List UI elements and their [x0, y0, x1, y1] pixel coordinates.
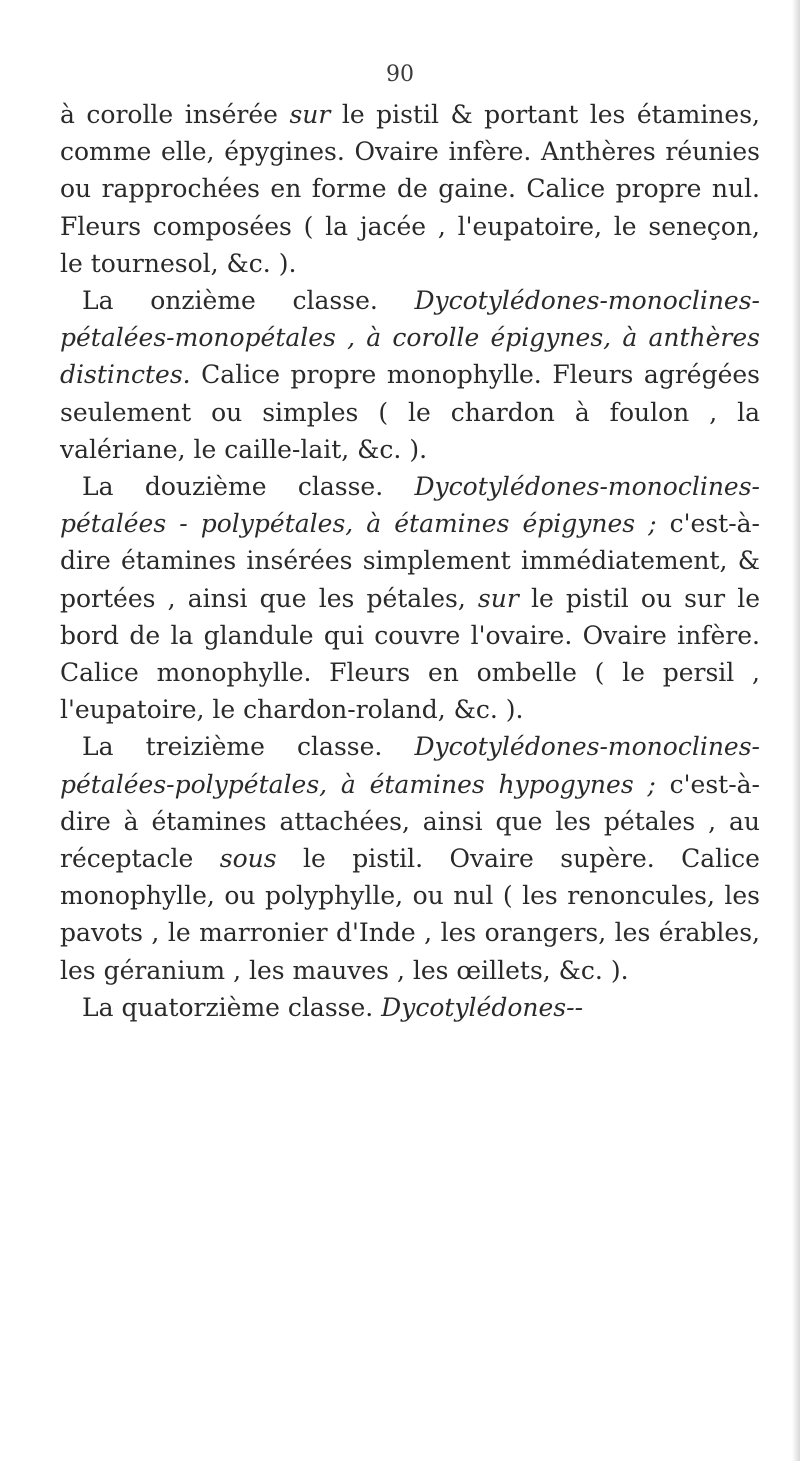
text-span-italic: Dycotylédones--: [381, 992, 584, 1022]
paragraph-fourteenth-class: [60, 989, 760, 1026]
text-span: c'est-à-dire à étamines attachées, ainsi que les pétales , au réceptacle: [60, 769, 761, 874]
text-span: le pistil & portant les étamines, comme elle, épygines. Ovaire infère. Anthères réunies ou rapprochées en forme de gaine. Calice propre nul. Fleurs composées ( la jacée , l'eupatoire, le seneçon, le tournesol, &c. ).: [60, 100, 760, 278]
text-span-italic: Dycotylédones-monoclines-pétalées-polypétales, à étamines hypogynes ;: [60, 732, 760, 799]
text-span: Calice propre monophylle. Fleurs agrégées seulement ou simples ( le chardon à foulon , la valériane, le caille-lait, &c. ).: [60, 360, 760, 464]
text-span: à corolle insérée: [60, 100, 290, 129]
text-span: le pistil ou sur le bord de la glandule qui couvre l'ovaire. Ovaire infère. Calice monophylle. Fleurs en ombelle ( le persil , l'eupatoire, le chardon-roland, &c. ).: [60, 583, 760, 725]
text-span-italic: sous: [219, 844, 277, 874]
page-number: 90: [386, 62, 414, 87]
text-span: La douzième classe.: [82, 472, 415, 502]
text-span-italic: sur: [477, 583, 519, 613]
paragraph-twelfth-class: [60, 468, 760, 728]
paragraph-continuation: [60, 96, 760, 282]
text-span: le pistil. Ovaire supère. Calice monophylle, ou polyphylle, ou nul ( les renoncules, les pavots , le marronier d'Inde , les orangers, les érables, les géranium , les mauves , les œillets, &c. ).: [60, 844, 760, 985]
text-span-italic: sur: [289, 100, 331, 129]
text-span: c'est-à-dire étamines insérées simplement immédiatement, & portées , ainsi que les pétales,: [60, 509, 760, 613]
paragraph-thirteenth-class: [60, 728, 760, 988]
body-text: [60, 96, 760, 1026]
text-span: La quatorzième classe.: [82, 992, 382, 1022]
text-span: La onzième classe.: [82, 286, 415, 316]
page-edge-shadow: [792, 0, 800, 1461]
text-span-italic: Dycotylédones-monoclines-pétalées - polypétales, à étamines épigynes ;: [60, 472, 760, 539]
paragraph-eleventh-class: [60, 282, 760, 468]
text-span-italic: Dycotylédones-monoclines-pétalées-monopétales , à corolle épigynes, à anthères distinctes.: [60, 286, 760, 390]
text-span: La treizième classe.: [82, 732, 415, 762]
